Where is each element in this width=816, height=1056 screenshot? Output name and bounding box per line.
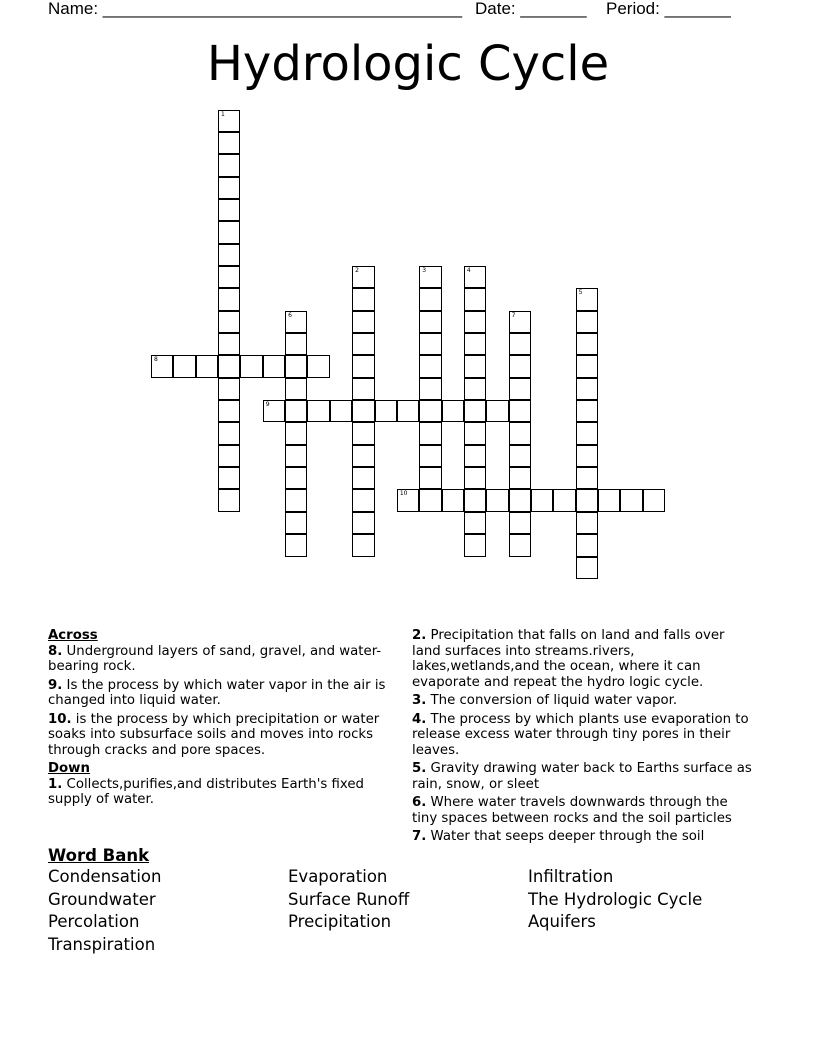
grid-cell[interactable] bbox=[464, 266, 486, 288]
word-bank-item: Surface Runoff bbox=[288, 889, 410, 909]
grid-cell[interactable] bbox=[218, 132, 240, 154]
clue-item bbox=[48, 678, 393, 709]
grid-cell[interactable] bbox=[419, 311, 441, 333]
clue-number: 7 bbox=[511, 311, 516, 319]
period-field[interactable]: Period: _______ bbox=[606, 0, 731, 18]
grid-cell[interactable] bbox=[576, 489, 598, 511]
date-field[interactable]: Date: _______ bbox=[475, 0, 587, 18]
clue-text: Is the process by which water vapor in the air is changed into liquid water. bbox=[48, 677, 386, 708]
grid-cell[interactable] bbox=[285, 534, 307, 556]
word-bank-item: Condensation bbox=[48, 867, 162, 886]
grid-cell[interactable] bbox=[576, 333, 598, 355]
grid-cell[interactable] bbox=[218, 110, 240, 132]
grid-cell[interactable] bbox=[576, 355, 598, 377]
grid-cell[interactable] bbox=[598, 489, 620, 511]
grid-cell[interactable] bbox=[464, 400, 486, 422]
grid-cell[interactable] bbox=[285, 333, 307, 355]
grid-cell[interactable] bbox=[509, 467, 531, 489]
clue-number: 10 bbox=[399, 490, 408, 498]
grid-cell[interactable] bbox=[196, 355, 218, 377]
clue-number: 9 bbox=[265, 401, 270, 409]
grid-cell[interactable] bbox=[419, 378, 441, 400]
across-heading: Across bbox=[48, 628, 98, 643]
grid-cell[interactable] bbox=[442, 489, 464, 511]
grid-cell[interactable] bbox=[620, 489, 642, 511]
word-bank-title: Word Bank bbox=[48, 846, 150, 865]
grid-cell[interactable] bbox=[352, 445, 374, 467]
grid-cell[interactable] bbox=[218, 266, 240, 288]
grid-cell[interactable] bbox=[352, 400, 374, 422]
clue-item bbox=[412, 795, 757, 826]
clue-number: 8. bbox=[48, 643, 63, 659]
grid-cell[interactable] bbox=[576, 557, 598, 579]
clue-text: is the process by which precipitation or water soaks into subsurface soils and moves into rocks through cracks and pore spaces. bbox=[48, 711, 380, 758]
clue-text: Gravity drawing water back to Earths surface as rain, snow, or sleet bbox=[412, 761, 752, 792]
grid-cell[interactable] bbox=[218, 244, 240, 266]
grid-cell[interactable] bbox=[509, 378, 531, 400]
clue-text: Collects,purifies,and distributes Earth's fixed supply of water. bbox=[48, 776, 364, 807]
grid-cell[interactable] bbox=[151, 355, 173, 377]
clue-item bbox=[412, 712, 757, 759]
grid-cell[interactable] bbox=[576, 467, 598, 489]
grid-cell[interactable] bbox=[419, 355, 441, 377]
grid-cell[interactable] bbox=[486, 400, 508, 422]
clue-item bbox=[412, 628, 757, 690]
grid-cell[interactable] bbox=[419, 489, 441, 511]
grid-cell[interactable] bbox=[352, 266, 374, 288]
word-bank-item: Infiltration bbox=[528, 867, 614, 886]
grid-cell[interactable] bbox=[509, 422, 531, 444]
grid-cell[interactable] bbox=[509, 355, 531, 377]
grid-cell[interactable] bbox=[509, 333, 531, 355]
clue-number: 6 bbox=[288, 311, 292, 319]
clue-number: 9. bbox=[48, 677, 63, 693]
grid-cell[interactable] bbox=[285, 445, 307, 467]
grid-cell[interactable] bbox=[509, 489, 531, 511]
grid-cell[interactable] bbox=[464, 445, 486, 467]
clue-number: 5 bbox=[578, 289, 583, 297]
grid-cell[interactable] bbox=[285, 422, 307, 444]
grid-cell[interactable] bbox=[218, 422, 240, 444]
grid-cell[interactable] bbox=[285, 512, 307, 534]
grid-cell[interactable] bbox=[285, 355, 307, 377]
clue-number: 3. bbox=[412, 693, 427, 708]
grid-cell[interactable] bbox=[307, 400, 329, 422]
grid-cell[interactable] bbox=[553, 489, 575, 511]
grid-cell[interactable] bbox=[330, 400, 352, 422]
clue-text: Underground layers of sand, gravel, and water-bearing rock. bbox=[48, 643, 382, 674]
grid-cell[interactable] bbox=[375, 400, 397, 422]
grid-cell[interactable] bbox=[218, 154, 240, 176]
grid-cell[interactable] bbox=[352, 467, 374, 489]
clues-left-column bbox=[48, 628, 393, 811]
grid-cell[interactable] bbox=[576, 378, 598, 400]
grid-cell[interactable] bbox=[173, 355, 195, 377]
grid-cell[interactable] bbox=[464, 288, 486, 310]
grid-cell[interactable] bbox=[576, 512, 598, 534]
grid-cell[interactable] bbox=[419, 467, 441, 489]
grid-cell[interactable] bbox=[218, 333, 240, 355]
grid-cell[interactable] bbox=[218, 489, 240, 511]
grid-cell[interactable] bbox=[464, 311, 486, 333]
grid-cell[interactable] bbox=[218, 467, 240, 489]
grid-cell[interactable] bbox=[509, 400, 531, 422]
grid-cell[interactable] bbox=[352, 422, 374, 444]
grid-cell[interactable] bbox=[285, 467, 307, 489]
grid-cell[interactable] bbox=[576, 288, 598, 310]
word-bank-item: Precipitation bbox=[288, 912, 392, 931]
clue-number: 2. bbox=[412, 628, 427, 643]
clue-item bbox=[48, 644, 393, 675]
grid-cell[interactable] bbox=[464, 467, 486, 489]
grid-cell[interactable] bbox=[442, 400, 464, 422]
grid-cell[interactable] bbox=[509, 445, 531, 467]
grid-cell[interactable] bbox=[509, 311, 531, 333]
grid-cell[interactable] bbox=[218, 177, 240, 199]
grid-cell[interactable] bbox=[464, 355, 486, 377]
clue-text: The conversion of liquid water vapor. bbox=[426, 693, 678, 708]
clue-item bbox=[412, 693, 757, 709]
grid-cell[interactable] bbox=[307, 355, 329, 377]
grid-cell[interactable] bbox=[464, 534, 486, 556]
clue-item bbox=[412, 761, 757, 792]
grid-cell[interactable] bbox=[218, 311, 240, 333]
grid-cell[interactable] bbox=[576, 534, 598, 556]
grid-cell[interactable] bbox=[464, 512, 486, 534]
grid-cell[interactable] bbox=[464, 378, 486, 400]
word-bank-item: Evaporation bbox=[288, 867, 388, 886]
grid-cell[interactable] bbox=[419, 333, 441, 355]
word-bank-list bbox=[48, 866, 768, 966]
grid-cell[interactable] bbox=[218, 445, 240, 467]
clue-item bbox=[48, 712, 393, 759]
grid-cell[interactable] bbox=[419, 445, 441, 467]
word-bank-item: Aquifers bbox=[528, 912, 596, 931]
word-bank-item: Percolation bbox=[48, 912, 140, 931]
down-heading: Down bbox=[48, 761, 90, 776]
down-clue-list-right bbox=[412, 628, 757, 845]
clue-number: 2 bbox=[355, 266, 359, 274]
grid-cell[interactable] bbox=[218, 221, 240, 243]
clue-number: 10. bbox=[48, 711, 72, 727]
grid-cell[interactable] bbox=[464, 333, 486, 355]
clue-number: 6. bbox=[412, 795, 427, 810]
grid-cell[interactable] bbox=[218, 199, 240, 221]
grid-cell[interactable] bbox=[576, 400, 598, 422]
word-bank-item: Transpiration bbox=[48, 934, 156, 954]
word-bank-item: The Hydrologic Cycle bbox=[528, 889, 703, 909]
grid-cell[interactable] bbox=[397, 400, 419, 422]
clue-number: 4. bbox=[412, 711, 427, 727]
grid-cell[interactable] bbox=[419, 288, 441, 310]
grid-cell[interactable] bbox=[285, 489, 307, 511]
clue-number: 8 bbox=[154, 356, 158, 364]
grid-cell[interactable] bbox=[509, 534, 531, 556]
clue-text: Water that seeps deeper through the soil bbox=[426, 829, 705, 844]
grid-cell[interactable] bbox=[576, 422, 598, 444]
grid-cell[interactable] bbox=[218, 378, 240, 400]
clue-number: 3 bbox=[422, 266, 427, 274]
name-field[interactable]: Name: ______________________________________ bbox=[48, 0, 463, 18]
down-clue-list-left bbox=[48, 777, 393, 808]
grid-cell[interactable] bbox=[352, 534, 374, 556]
grid-cell[interactable] bbox=[352, 288, 374, 310]
grid-cell[interactable] bbox=[419, 400, 441, 422]
grid-cell[interactable] bbox=[397, 489, 419, 511]
grid-cell[interactable] bbox=[352, 512, 374, 534]
grid-cell[interactable] bbox=[509, 512, 531, 534]
grid-cell[interactable] bbox=[218, 288, 240, 310]
across-clue-list bbox=[48, 644, 393, 759]
grid-cell[interactable] bbox=[263, 400, 285, 422]
grid-cell[interactable] bbox=[352, 311, 374, 333]
grid-cell[interactable] bbox=[285, 400, 307, 422]
grid-cell[interactable] bbox=[285, 311, 307, 333]
clue-number: 4 bbox=[466, 266, 471, 274]
clue-item bbox=[48, 777, 393, 808]
clues-right-column bbox=[412, 628, 757, 848]
grid-cell[interactable] bbox=[464, 422, 486, 444]
grid-cell[interactable] bbox=[352, 378, 374, 400]
grid-cell[interactable] bbox=[486, 489, 508, 511]
grid-cell[interactable] bbox=[419, 266, 441, 288]
grid-cell[interactable] bbox=[352, 355, 374, 377]
clue-item bbox=[412, 829, 757, 845]
word-bank bbox=[48, 845, 768, 966]
grid-cell[interactable] bbox=[218, 400, 240, 422]
grid-cell[interactable] bbox=[352, 489, 374, 511]
grid-cell[interactable] bbox=[285, 378, 307, 400]
grid-cell[interactable] bbox=[643, 489, 665, 511]
clue-text: The process by which plants use evaporation to release excess water through tiny pores in their leaves. bbox=[412, 711, 749, 758]
clue-number: 7. bbox=[412, 829, 427, 844]
grid-cell[interactable] bbox=[419, 422, 441, 444]
clue-number: 5. bbox=[412, 761, 427, 776]
grid-cell[interactable] bbox=[263, 355, 285, 377]
grid-cell[interactable] bbox=[576, 445, 598, 467]
grid-cell[interactable] bbox=[218, 355, 240, 377]
clue-text: Where water travels downwards through the tiny spaces between rocks and the soil particles bbox=[412, 795, 732, 826]
grid-cell[interactable] bbox=[352, 333, 374, 355]
word-bank-item: Groundwater bbox=[48, 889, 156, 909]
clue-number: 1 bbox=[221, 110, 225, 118]
grid-cell[interactable] bbox=[464, 489, 486, 511]
grid-cell[interactable] bbox=[531, 489, 553, 511]
grid-cell[interactable] bbox=[240, 355, 262, 377]
grid-cell[interactable] bbox=[576, 311, 598, 333]
puzzle-title: Hydrologic Cycle bbox=[206, 36, 610, 92]
clue-number: 1. bbox=[48, 776, 63, 792]
clue-text: Precipitation that falls on land and falls over land surfaces into streams.rivers, lakes,wetlands,and the ocean, where it can evaporate and repeat the hydro logic cycle. bbox=[412, 628, 725, 690]
